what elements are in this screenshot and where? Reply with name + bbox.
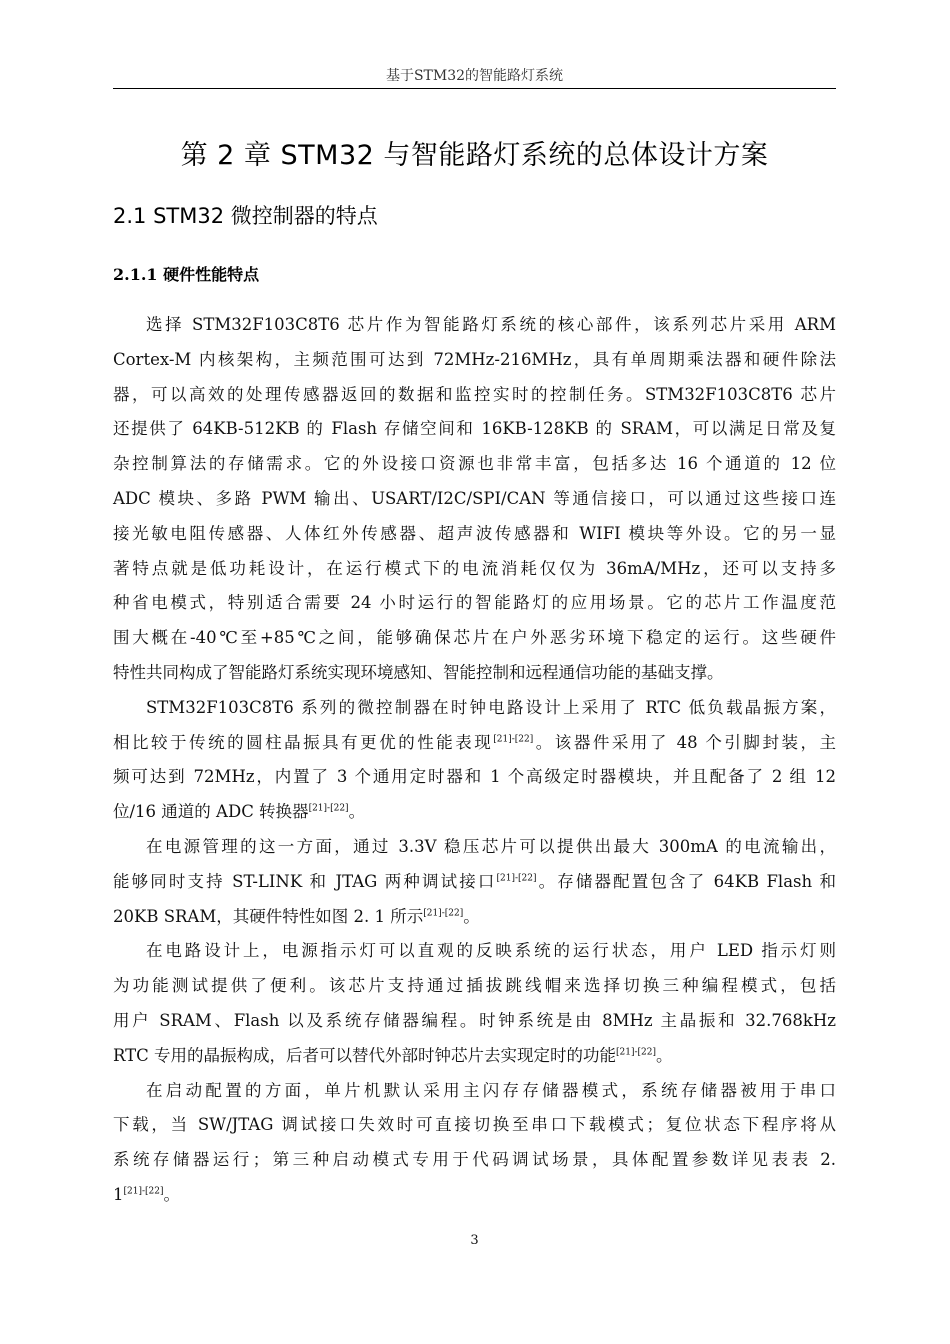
citation: [21]-[22] bbox=[496, 873, 537, 884]
text-line: 接光敏电阻传感器、人体红外传感器、超声波传感器和 WIFI 模块等外设。它的另一显 bbox=[113, 523, 836, 543]
text-line: 20KB SRAM，其硬件特性如图 2. 1 所示[21]-[22]。 bbox=[113, 906, 480, 926]
paragraph bbox=[113, 1074, 836, 1213]
text-line: ADC 模块、多路 PWM 输出、USART/I2C/SPI/CAN 等通信接口，可以通过这些接口连 bbox=[113, 488, 836, 508]
text-line: Cortex-M 内核架构，主频范围可达到 72MHz-216MHz，具有单周期乘法器和硬件除法 bbox=[113, 349, 836, 369]
text-line: 系统存储器运行；第三种启动模式专用于代码调试场景，具体配置参数详见表表 2. bbox=[113, 1150, 836, 1170]
body-text bbox=[113, 308, 836, 1213]
citation: [21]-[22] bbox=[123, 1186, 164, 1197]
citation: [21]-[22] bbox=[616, 1047, 657, 1058]
text-line: 为功能测试提供了便利。该芯片支持通过插拔跳线帽来选择切换三种编程模式，包括 bbox=[113, 976, 836, 996]
citation: [21]-[22] bbox=[423, 908, 464, 919]
text-line: STM32F103C8T6 系列的微控制器在时钟电路设计上采用了 RTC 低负载晶振方案， bbox=[146, 697, 836, 717]
text-line: 种省电模式，特别适合需要 24 小时运行的智能路灯的应用场景。它的芯片工作温度范 bbox=[113, 593, 836, 613]
text-line: 特性共同构成了智能路灯系统实现环境感知、智能控制和远程通信功能的基础支撑。 bbox=[113, 662, 724, 682]
paragraph bbox=[113, 308, 836, 691]
section-title: 2.1 STM32 微控制器的特点 bbox=[113, 204, 378, 228]
text-line: RTC 专用的晶振构成，后者可以替代外部时钟芯片去实现定时的功能[21]-[22]。 bbox=[113, 1045, 673, 1065]
text-line: 在电路设计上，电源指示灯可以直观的反映系统的运行状态，用户 LED 指示灯则 bbox=[146, 941, 836, 961]
header-rule bbox=[113, 88, 836, 89]
text-line: 位/16 通道的 ADC 转换器[21]-[22]。 bbox=[113, 802, 366, 822]
text-line: 下载，当 SW/JTAG 调试接口失效时可直接切换至串口下载模式；复位状态下程序将从 bbox=[113, 1115, 836, 1135]
text-line: 1[21]-[22]。 bbox=[113, 1184, 180, 1204]
text-line: 相比较于传统的圆柱晶振具有更优的性能表现[21]-[22]。该器件采用了 48 个引脚封装，主 bbox=[113, 732, 836, 752]
paragraph bbox=[113, 691, 836, 830]
running-header: 基于STM32的智能路灯系统 bbox=[385, 68, 564, 84]
text-line: 用户 SRAM、Flash 以及系统存储器编程。时钟系统是由 8MHz 主晶振和 32.768kHz bbox=[113, 1010, 836, 1030]
text-line: 在电源管理的这一方面，通过 3.3V 稳压芯片可以提供出最大 300mA 的电流输出， bbox=[146, 836, 836, 856]
text-line: 著特点就是低功耗设计，在运行模式下的电流消耗仅仅为 36mA/MHz，还可以支持多 bbox=[113, 558, 836, 578]
text-line: 器，可以高效的处理传感器返回的数据和监控实时的控制任务。STM32F103C8T6 芯片 bbox=[113, 384, 836, 404]
text-line: 能够同时支持 ST-LINK 和 JTAG 两种调试接口[21]-[22]。存储器配置包含了 64KB Flash 和 bbox=[113, 871, 836, 891]
text-line: 还提供了 64KB-512KB 的 Flash 存储空间和 16KB-128KB 的 SRAM，可以满足日常及复 bbox=[113, 419, 836, 439]
citation: [21]-[22] bbox=[493, 734, 534, 745]
text-line: 频可达到 72MHz，内置了 3 个通用定时器和 1 个高级定时器模块，并且配备了 2 组 12 bbox=[113, 767, 836, 787]
text-line: 选择 STM32F103C8T6 芯片作为智能路灯系统的核心部件，该系列芯片采用 ARM bbox=[146, 315, 836, 334]
paragraph bbox=[113, 830, 836, 934]
text-line: 杂控制算法的存储需求。它的外设接口资源也非常丰富，包括多达 16 个通道的 12 位 bbox=[113, 454, 836, 474]
text-line: 围大概在-40℃至+85℃之间，能够确保芯片在户外恶劣环境下稳定的运行。这些硬件 bbox=[113, 628, 836, 648]
chapter-title: 第 2 章 STM32 与智能路灯系统的总体设计方案 bbox=[180, 140, 769, 171]
subsection-title: 2.1.1 硬件性能特点 bbox=[113, 265, 260, 284]
text-line: 在启动配置的方面，单片机默认采用主闪存存储器模式，系统存储器被用于串口 bbox=[146, 1080, 836, 1100]
paragraph bbox=[113, 934, 836, 1073]
page-number: 3 bbox=[470, 1233, 479, 1248]
citation: [21]-[22] bbox=[308, 803, 349, 814]
